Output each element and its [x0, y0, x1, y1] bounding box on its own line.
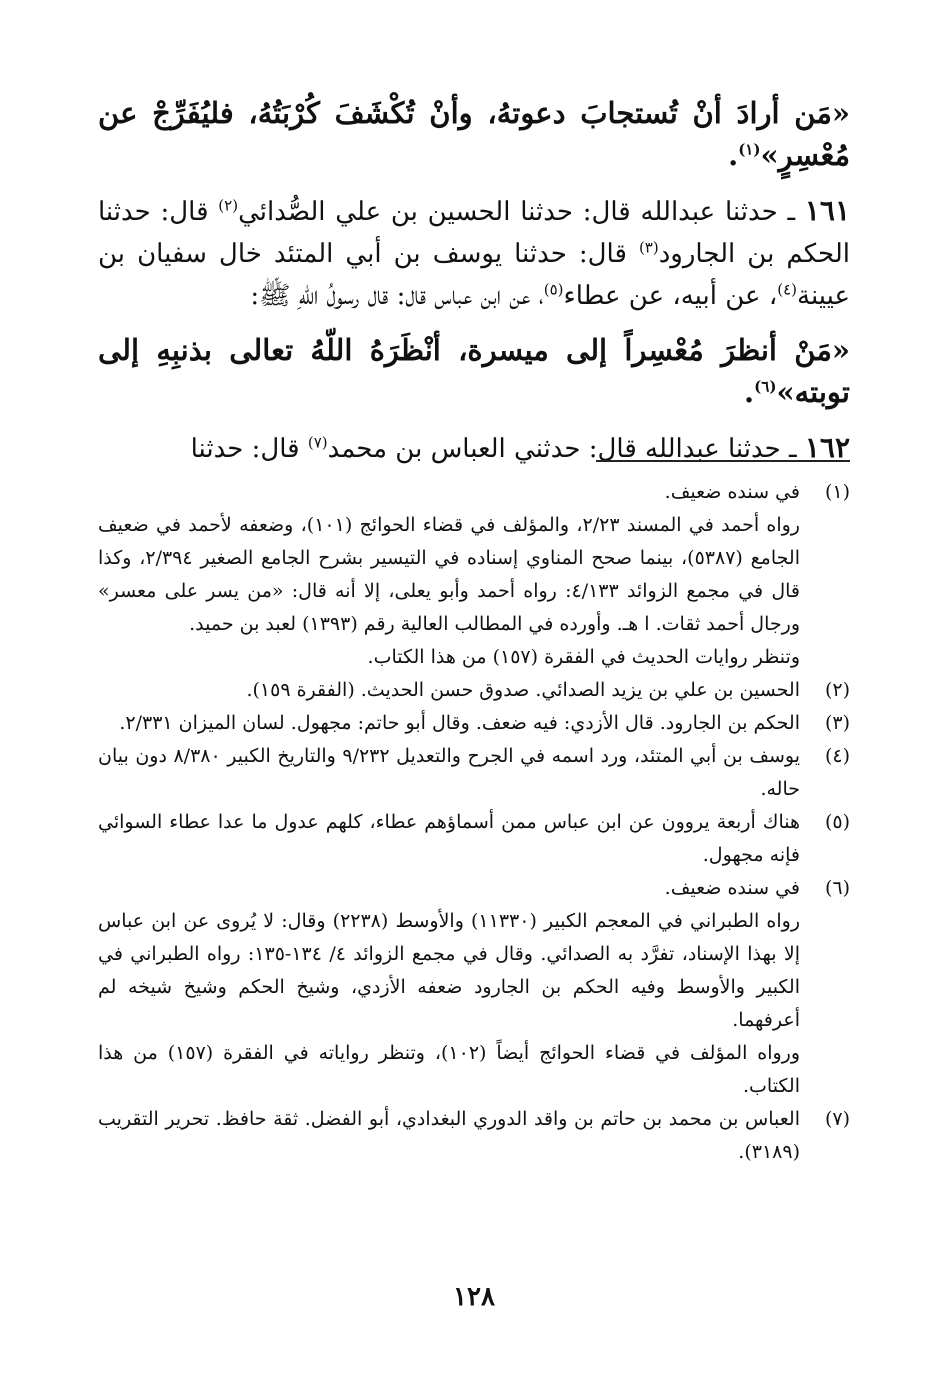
hadith-number: ١٦٢: [804, 431, 850, 464]
footnote-number: (٦): [824, 877, 850, 899]
isnad-text: ـ حدثنا عبدالله قال: حدثنا الحسين بن علي الصُّدائي: [238, 197, 805, 227]
full-stop: .: [744, 375, 755, 409]
footnote: [98, 1103, 850, 1169]
footnote-line: في سنده ضعيف.: [664, 481, 800, 503]
footnotes: [98, 476, 850, 1169]
footnote-ref: (١): [738, 140, 761, 159]
page-number: ١٢٨: [453, 1282, 495, 1312]
footnote-divider: [596, 460, 850, 462]
footnote-number: (٣): [824, 712, 850, 734]
footnote-body: [98, 740, 800, 806]
footnote: [98, 476, 850, 674]
isnad-text: قال: حدثنا يوسف بن أبي المتئد خال سفيان بن عيينة: [98, 239, 850, 311]
footnote-line: يوسف بن أبي المتئد، ورد اسمه في الجرح والتعديل ٩/٢٣٢ والتاريخ الكبير ٨/٣٨٠ دون بيان حاله.: [98, 745, 801, 800]
footnote-number: (٢): [824, 679, 850, 701]
footnote-ref: (٥): [543, 280, 564, 299]
footnote: [98, 674, 850, 707]
footnote: [98, 806, 850, 872]
footnote-line: هناك أربعة يروون عن ابن عباس ممن أسماؤهم عطاء، كلهم عدول ما عدا عطاء السوائي فإنه مجهول.: [98, 811, 800, 866]
footnote-line: ورواه المؤلف في قضاء الحوائج أيضاً (١٠٢)، وتنظر رواياته في الفقرة (١٥٧) من هذا الكتاب.: [98, 1042, 801, 1097]
hadith-text-2: [98, 329, 850, 413]
footnote-number: (١): [824, 481, 850, 503]
hadith-number: ١٦١: [804, 194, 850, 227]
footnote-body: [98, 674, 800, 707]
isnad-text: ، عن أبيه، عن عطاء: [563, 281, 778, 311]
footnote-line: في سنده ضعيف.: [664, 877, 800, 899]
hadith-quote: «مَنْ أنظرَ مُعْسِراً إلى ميسرة، أنْظَرَهُ اللّهُ تعالى بذنبِهِ إلى توبته»: [98, 333, 850, 409]
footnote-line: رواه أحمد في المسند ٢/٢٣، والمؤلف في قضاء الحوائج (١٠١)، وضعفه لأحمد في ضعيف الجامع (٥٣٨٧)، بينما صحح المناوي إسناده في التيسير بشرح الجامع الصغير ٢/٣٩٤، وكذا قال في مجمع الزوائد ٤/١٣٣: رواه أحمد وأبو يعلى، إلا أنه قال: «من يسر على معسر» ورجال أحمد ثقات. ا هـ. وأورده في المطالب العالية رقم (١٣٩٣) لعبد بن حميد.: [98, 514, 801, 635]
footnote: [98, 872, 850, 1103]
footnote-body: [98, 872, 800, 1103]
footnote-number: (٤): [824, 745, 850, 767]
footnote-body: [98, 1103, 800, 1169]
footnote-number: (٧): [824, 1108, 850, 1130]
isnad-text: ـ حدثنا عبدالله قال: حدثني العباس بن محمد: [327, 434, 805, 464]
isnad-text: قال: حدثنا الحكم بن الجارود: [98, 197, 850, 269]
footnote: [98, 707, 850, 740]
footnote-ref: (٧): [307, 433, 328, 452]
footnote-body: [98, 806, 800, 872]
footnote-number: (٥): [824, 811, 850, 833]
hadith-quote: «مَن أرادَ أنْ تُستجابَ دعوتهُ، وأنْ تُكْشَفَ كُرْبَتُهُ، فليُفَرِّجْ عن مُعْسِرٍ»: [98, 96, 850, 172]
footnote-line: رواه الطبراني في المعجم الكبير (١١٣٣٠) والأوسط (٢٢٣٨) وقال: لا يُروى عن ابن عباس إلا بهذا الإسناد، تفرَّد به الصدائي. وقال في مجمع الزوائد ٤/ ١٣٤-١٣٥: رواه الطبراني في الكبير والأوسط وفيه الحكم بن الجارود ضعفه الأزدي، وشيخ الحكم وشيخ شيخه لم أعرفهما.: [98, 910, 800, 1031]
footnote-ref: (٣): [638, 238, 659, 257]
footnote-line: الحكم بن الجارود. قال الأزدي: فيه ضعف. وقال أبو حاتم: مجهول. لسان الميزان ٢/٣٣١.: [119, 712, 800, 734]
footnote-ref: (٤): [777, 280, 797, 299]
hadith-text-1: [98, 92, 850, 176]
isnad-text: ، عن ابن عباس قال: قال رسولُ اللّهِ ﷺ:: [250, 281, 544, 311]
main-text: [98, 92, 850, 470]
footnote-ref: (٦): [754, 377, 777, 396]
footnote-ref: (٢): [218, 196, 239, 215]
footnote-line: العباس بن محمد بن حاتم بن واقد الدوري البغدادي، أبو الفضل. ثقة حافظ. تحرير التقريب (٣١٨٩).: [98, 1108, 800, 1163]
isnad-text: قال: حدثنا: [190, 434, 308, 464]
footnote-body: [98, 476, 800, 674]
footnote-body: [98, 707, 800, 740]
full-stop: .: [728, 138, 739, 172]
footnote-line: وتنظر روايات الحديث في الفقرة (١٥٧) من هذا الكتاب.: [367, 646, 800, 668]
footnote: [98, 740, 850, 806]
hadith-161: [98, 190, 850, 317]
footnote-line: الحسين بن علي بن يزيد الصدائي. صدوق حسن الحديث. (الفقرة ١٥٩).: [246, 679, 800, 701]
hadith-162: [98, 427, 850, 470]
